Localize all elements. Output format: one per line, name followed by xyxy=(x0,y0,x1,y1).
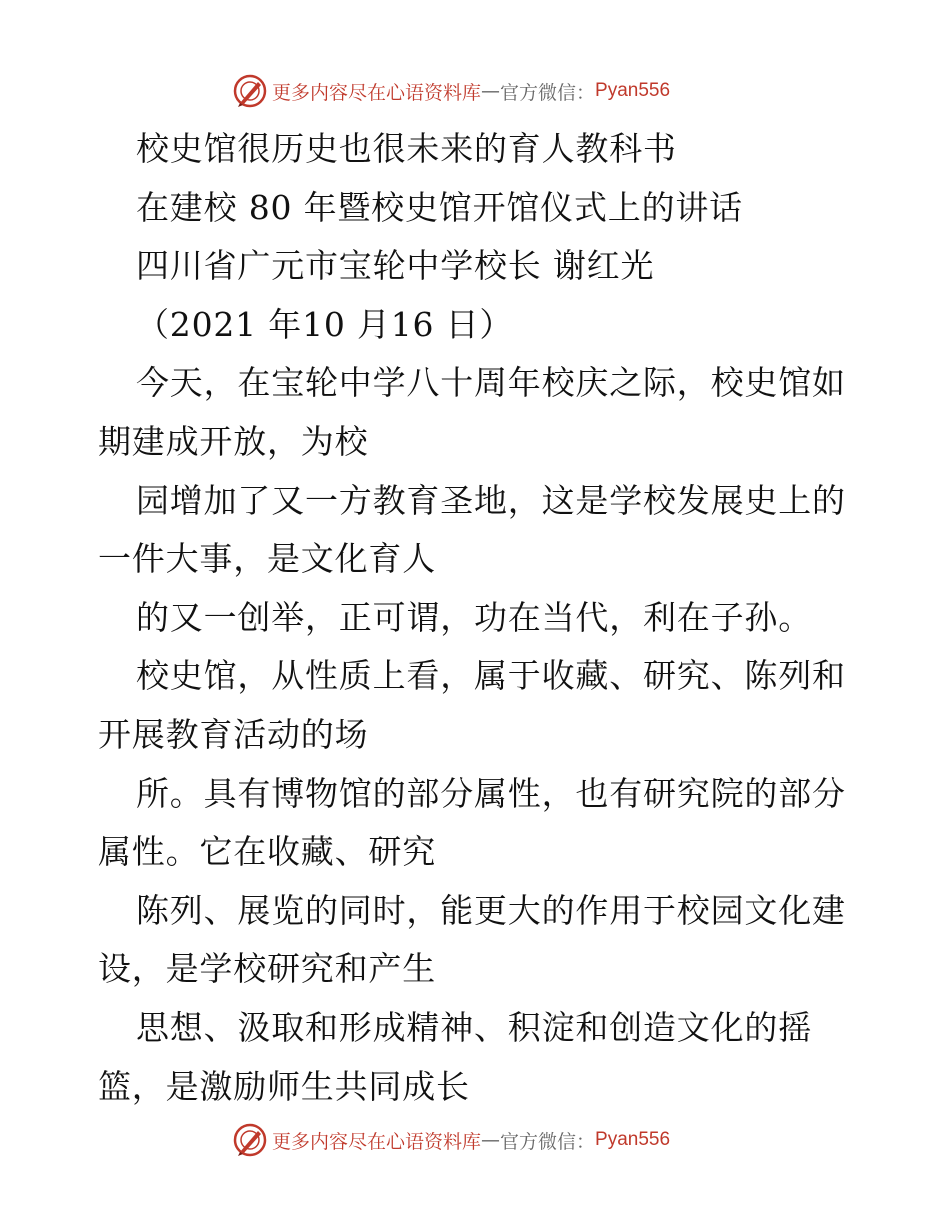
watermark-separator: — xyxy=(481,80,501,102)
watermark-official-label: 官方微信： xyxy=(500,81,596,104)
paragraph-line: 属性。它在收藏、研究 xyxy=(98,832,436,872)
paragraph-line: 校史馆，从性质上看，属于收藏、研究、陈列和 xyxy=(136,656,846,696)
document-title: 校史馆很历史也很未来的育人教科书 xyxy=(136,129,677,168)
paragraph-line: 陈列、展览的同时，能更大的作用于校园文化建 xyxy=(136,890,846,930)
paragraph-line: 设，是学校研究和产生 xyxy=(98,949,436,989)
footer-watermark xyxy=(232,1122,670,1158)
watermark-main-text: 更多内容尽在心语资料库 xyxy=(272,1130,482,1153)
paragraph-line: 园增加了又一方教育圣地，这是学校发展史上的 xyxy=(136,480,846,520)
watermark-separator: — xyxy=(481,1129,501,1151)
document-subtitle: 在建校 80 年暨校史馆开馆仪式上的讲话 xyxy=(136,187,743,227)
watermark-official-label: 官方微信： xyxy=(500,1130,596,1153)
watermark-handle: Pyan556 xyxy=(595,80,671,101)
paragraph-line: 一件大事，是文化育人 xyxy=(98,539,436,579)
paragraph-line: 开展教育活动的场 xyxy=(98,714,369,754)
paragraph-line: 思想、汲取和形成精神、积淀和创造文化的摇 xyxy=(136,1007,812,1047)
document-date: （2021 年10 月16 日） xyxy=(136,304,514,344)
pen-logo-icon xyxy=(232,73,268,109)
watermark-handle: Pyan556 xyxy=(595,1129,671,1150)
paragraph-line: 期建成开放，为校 xyxy=(98,421,369,461)
paragraph-line: 篮，是激励师生共同成长 xyxy=(98,1066,470,1106)
watermark-main-text: 更多内容尽在心语资料库 xyxy=(272,81,482,104)
paragraph-line: 今天，在宝轮中学八十周年校庆之际，校史馆如 xyxy=(136,363,846,403)
header-watermark xyxy=(232,73,670,109)
pen-logo-icon xyxy=(232,1122,268,1158)
paragraph-line: 的又一创举，正可谓，功在当代，利在子孙。 xyxy=(136,597,812,637)
paragraph-line: 所。具有博物馆的部分属性，也有研究院的部分 xyxy=(136,773,846,813)
document-body xyxy=(98,120,858,1116)
document-author: 四川省广元市宝轮中学校长 谢红光 xyxy=(136,246,655,286)
